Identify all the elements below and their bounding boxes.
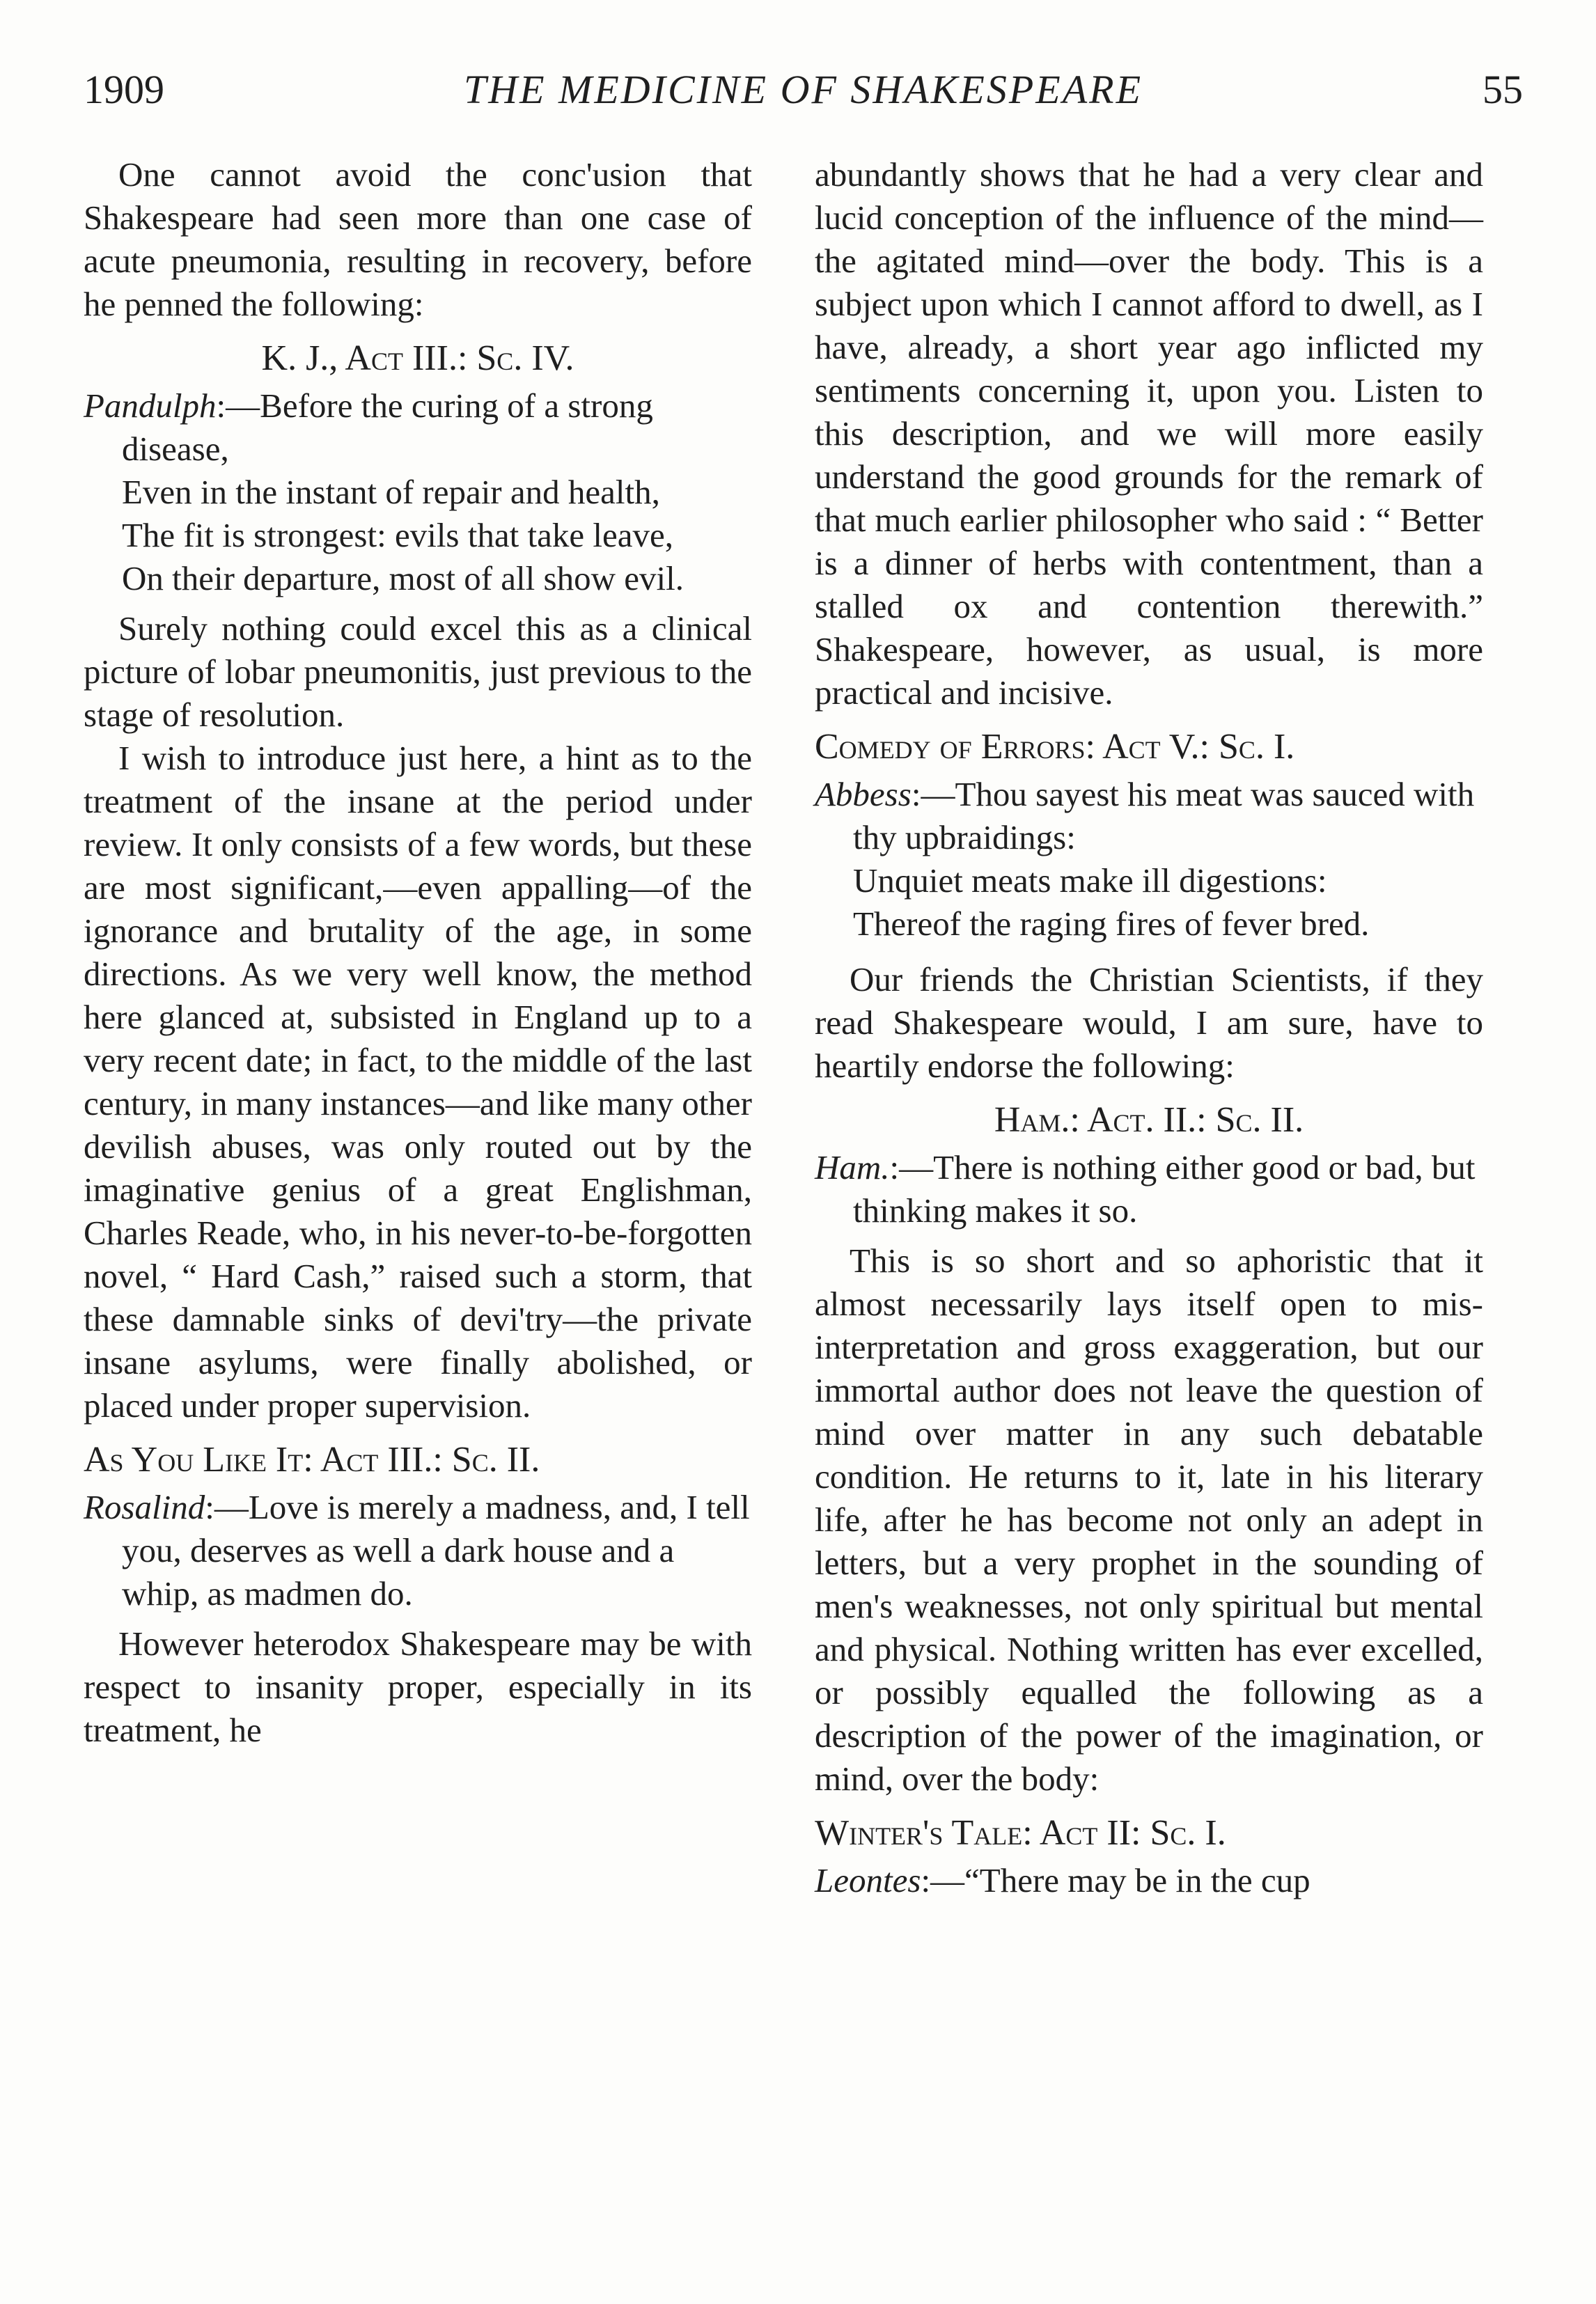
speaker-name: Rosalind xyxy=(84,1488,205,1526)
verse-line: Pandulph:—Before the curing of a strong disease, xyxy=(84,386,653,468)
verse-quotation xyxy=(815,773,1483,946)
verse-line: Ham.:—There is nothing either good or bad, but thinking makes it so. xyxy=(815,1148,1476,1230)
verse-line: Abbess:—Thou sayest his meat was sauced with thy upbraidings: xyxy=(815,775,1475,856)
speaker-name: Ham. xyxy=(815,1148,890,1186)
verse-quotation xyxy=(84,1486,752,1615)
paragraph: abundantly shows that he had a very clear and lucid conception of the influence of the mind—the agitated mind—over the body. This is a subject upon which I cannot afford to dwell, as I have, already, a short year ago inflicted my sentiments concerning it, upon you. Listen to this description, and we will more easily understand the good grounds for the remark of that much earlier philosopher who said : “ Better is a dinner of herbs with contentment, than a stalled ox and contention therewith.” Shakespeare, however, as usual, is more practical and incisive. xyxy=(815,155,1483,712)
verse-line: Unquiet meats make ill digestions: xyxy=(853,861,1327,900)
paragraph: One cannot avoid the conc'usion that Shakespeare had seen more than one case of acute pneumonia, resulting in recovery, before he penned the following: xyxy=(84,155,752,323)
speaker-name: Abbess xyxy=(815,775,912,813)
verse-line: Rosalind:—Love is merely a madness, and, I tell you, deserves as well a dark house and a whip, as madmen do. xyxy=(84,1488,750,1613)
quotation-heading: Comedy of Errors: Act V.: Sc. I. xyxy=(815,727,1295,767)
verse-quotation xyxy=(84,384,752,600)
left-column xyxy=(84,153,752,1752)
speaker-name: Pandulph xyxy=(84,386,217,425)
quotation-heading: As You Like It: Act III.: Sc. II. xyxy=(84,1440,540,1480)
quotation-heading: K. J., Act III.: Sc. IV. xyxy=(261,338,574,378)
paragraph: This is so short and so aphoristic that it almost necessarily lays itself open to mis-interpretation and gross exaggeration, but our immortal author does not leave the question of mind over matter in any such debatable condition. He returns to it, late in his literary life, after he has become not only an adept in letters, but a very prophet in the sounding of men's weaknesses, not only spiritual but mental and physical. Nothing written has ever excelled, or possibly equalled the following as a description of the power of the imagination, or mind, over the body: xyxy=(815,1241,1483,1798)
verse-line: On their departure, most of all show evil. xyxy=(122,559,684,597)
verse-line: Leontes:—“There may be in the cup xyxy=(815,1861,1311,1899)
header-year: 1909 xyxy=(84,67,164,112)
running-header xyxy=(84,66,1523,122)
quotation-heading: Ham.: Act. II.: Sc. II. xyxy=(994,1100,1304,1140)
verse-quotation xyxy=(815,1859,1483,1902)
speaker-name: Leontes xyxy=(815,1861,921,1899)
verse-quotation xyxy=(815,1146,1483,1232)
paragraph: I wish to introduce just here, a hint as to the treatment of the insane at the period under review. It only consists of a few words, but these are most significant,—even appalling—of the ignorance and brutality of the age, in some directions. As we very well know, the method here glanced at, subsisted in England up to a very recent date; in fact, to the middle of the last century, in many instances—and like many other devilish abuses, was only routed out by the imaginative genius of a great Englishman, Charles Reade, who, in his never-to-be-forgotten novel, “ Hard Cash,” raised such a storm, that these damnable sinks of devi'try—the private insane asylums, were finally abolished, or placed under proper supervision. xyxy=(84,739,752,1425)
paragraph: Our friends the Christian Scientists, if they read Shakespeare would, I am sure, have to heartily endorse the following: xyxy=(815,960,1483,1085)
page-number: 55 xyxy=(1482,67,1523,112)
header-title: THE MEDICINE OF SHAKESPEARE xyxy=(463,67,1143,112)
verse-line: Even in the instant of repair and health, xyxy=(122,473,660,511)
verse-line: Thereof the raging fires of fever bred. xyxy=(853,904,1370,943)
paragraph: Surely nothing could excel this as a clinical picture of lobar pneumonitis, just previous to the stage of resolution. xyxy=(84,609,752,734)
verse-line: The fit is strongest: evils that take leave, xyxy=(122,516,673,554)
paragraph: However heterodox Shakespeare may be with respect to insanity proper, especially in its treatment, he xyxy=(84,1624,752,1749)
quotation-heading: Winter's Tale: Act II: Sc. I. xyxy=(815,1813,1226,1853)
right-column xyxy=(815,153,1483,1909)
